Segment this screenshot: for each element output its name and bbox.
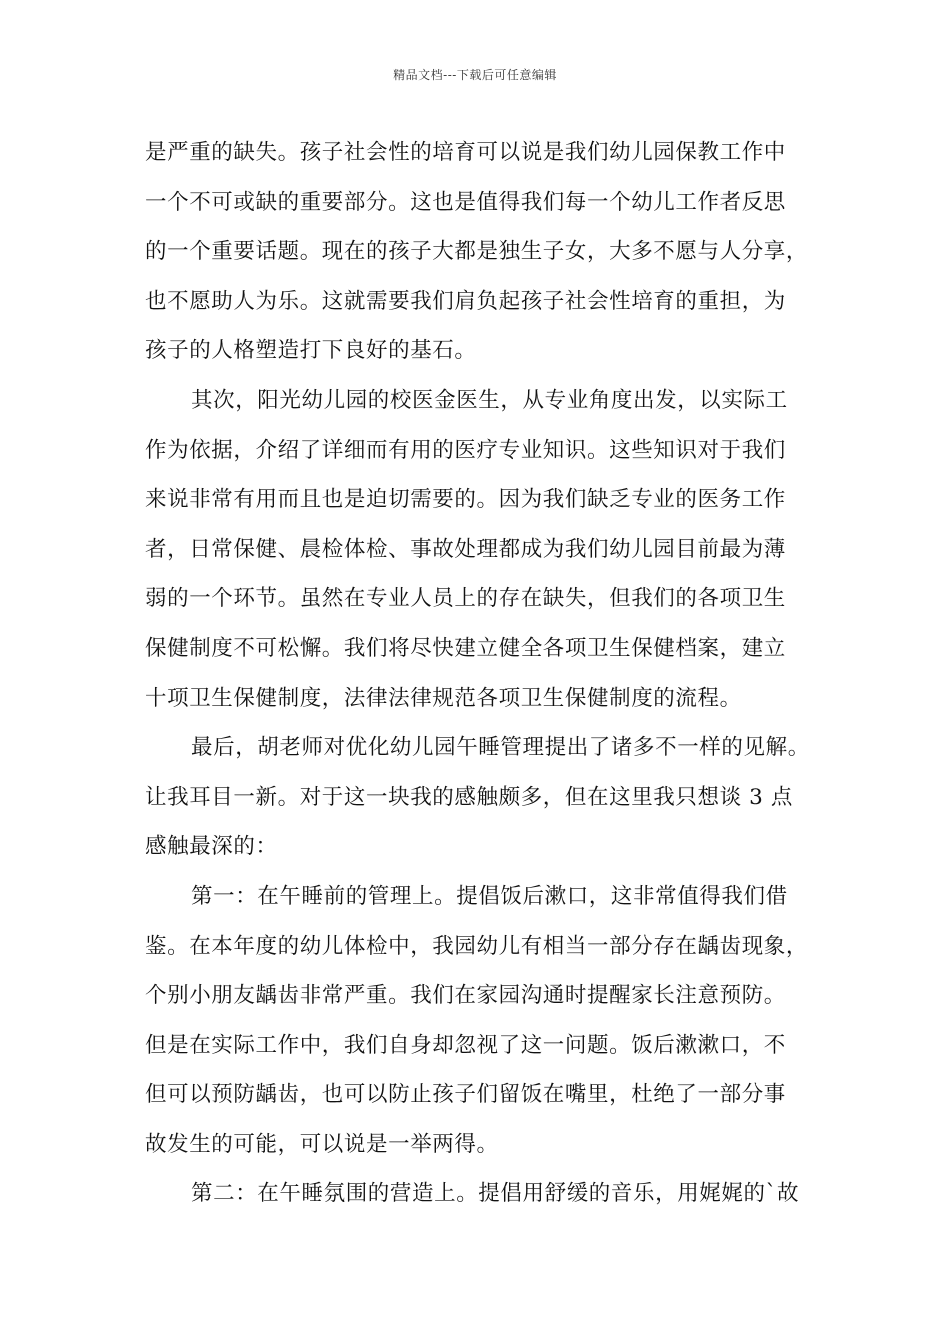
text-line: 但可以预防龋齿，也可以防止孩子们留饭在嘴里，杜绝了一部分事 [145,1082,786,1108]
text-line: 孩子的人格塑造打下良好的基石。 [145,338,477,364]
text-line: 故发生的可能，可以说是一举两得。 [145,1131,499,1157]
text-line: 十项卫生保健制度，法律法律规范各项卫生保健制度的流程。 [145,685,742,711]
text-line: 一个不可或缺的重要部分。这也是值得我们每一个幼儿工作者反思 [145,189,786,215]
header-note: 精品文档---下载后可任意编辑 [393,68,557,82]
text-line: 但是在实际工作中，我们自身却忽视了这一问题。饭后漱漱口，不 [145,1032,786,1058]
text-line: 鉴。在本年度的幼儿体检中，我园幼儿有相当一部分存在龋齿现象， [145,933,809,959]
paragraph-first-line: 其次，阳光幼儿园的校医金医生，从专业角度出发，以实际工 [191,387,788,413]
text-line: 是严重的缺失。孩子社会性的培育可以说是我们幼儿园保教工作中 [145,140,786,165]
text-line: 保健制度不可松懈。我们将尽快建立健全各项卫生保健档案，建立 [145,635,786,661]
text-line: 让我耳目一新。对于这一块我的感触颇多，但在这里我只想谈 3 点 [145,784,793,810]
paragraph-first-line: 第一：在午睡前的管理上。提倡饭后漱口，这非常值得我们借 [191,883,788,909]
paragraph-first-line: 最后，胡老师对优化幼儿园午睡管理提出了诸多不一样的见解。 [191,735,810,761]
text-line: 的一个重要话题。现在的孩子大都是独生子女，大多不愿与人分享， [145,239,809,265]
text-line: 来说非常有用而且也是迫切需要的。因为我们缺乏专业的医务工作 [145,487,786,513]
paragraph-first-line: 第二：在午睡氛围的营造上。提倡用舒缓的音乐，用娓娓的`故 [191,1181,800,1207]
text-line: 者，日常保健、晨检体检、事故处理都成为我们幼儿园目前最为薄 [145,536,786,562]
document-body [145,128,817,1219]
text-line: 弱的一个环节。虽然在专业人员上的存在缺失，但我们的各项卫生 [145,586,786,612]
text-line: 也不愿助人为乐。这就需要我们肩负起孩子社会性培育的重担，为 [145,288,786,314]
text-line: 感触最深的： [145,834,278,860]
text-line: 个别小朋友龋齿非常严重。我们在家园沟通时提醒家长注意预防。 [145,983,786,1009]
text-line: 作为依据，介绍了详细而有用的医疗专业知识。这些知识对于我们 [145,437,786,463]
